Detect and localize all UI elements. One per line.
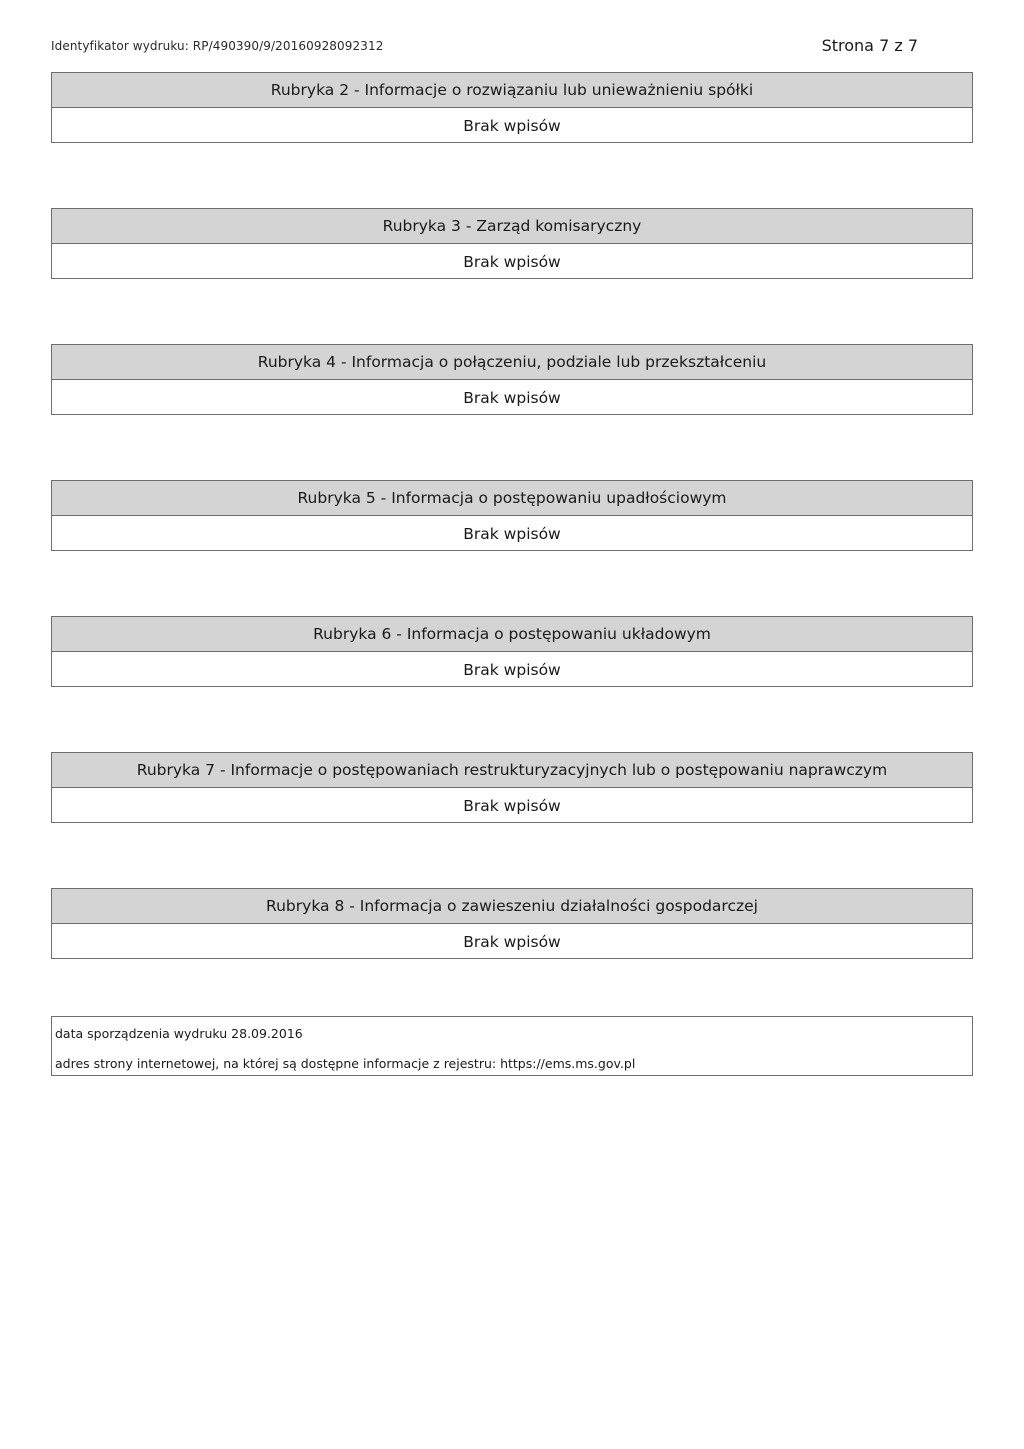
section-rubryka-6 [51,616,973,687]
section-entries: Brak wpisów [463,933,561,951]
section-title: Rubryka 2 - Informacje o rozwiązaniu lub unieważnieniu spółki [52,73,972,108]
section-entries: Brak wpisów [463,253,561,271]
section-rubryka-5 [51,480,973,551]
sections-list [51,72,973,1024]
section-title: Rubryka 3 - Zarząd komisaryczny [52,209,972,244]
section-title: Rubryka 7 - Informacje o postępowaniach restrukturyzacyjnych lub o postępowaniu naprawczym [52,753,972,788]
registry-address: adres strony internetowej, na której są dostępne informacje z rejestru: https://ems.ms.gov.pl [55,1056,636,1071]
section-rubryka-2 [51,72,973,143]
section-rubryka-7 [51,752,973,823]
section-entries: Brak wpisów [463,797,561,815]
section-title: Rubryka 8 - Informacja o zawieszeniu działalności gospodarczej [52,889,972,924]
section-entries: Brak wpisów [463,389,561,407]
section-entries: Brak wpisów [463,117,561,135]
section-entries: Brak wpisów [463,661,561,679]
print-identifier: Identyfikator wydruku: RP/490390/9/20160928092312 [51,39,384,53]
section-title: Rubryka 5 - Informacja o postępowaniu upadłościowym [52,481,972,516]
section-title: Rubryka 4 - Informacja o połączeniu, podziale lub przekształceniu [52,345,972,380]
section-rubryka-4 [51,344,973,415]
page-header [51,36,921,58]
print-info-box [51,1016,973,1076]
print-date: data sporządzenia wydruku 28.09.2016 [55,1026,303,1041]
section-rubryka-8 [51,888,973,959]
section-rubryka-3 [51,208,973,279]
section-title: Rubryka 6 - Informacja o postępowaniu układowym [52,617,972,652]
section-entries: Brak wpisów [463,525,561,543]
page-number: Strona 7 z 7 [821,36,918,55]
